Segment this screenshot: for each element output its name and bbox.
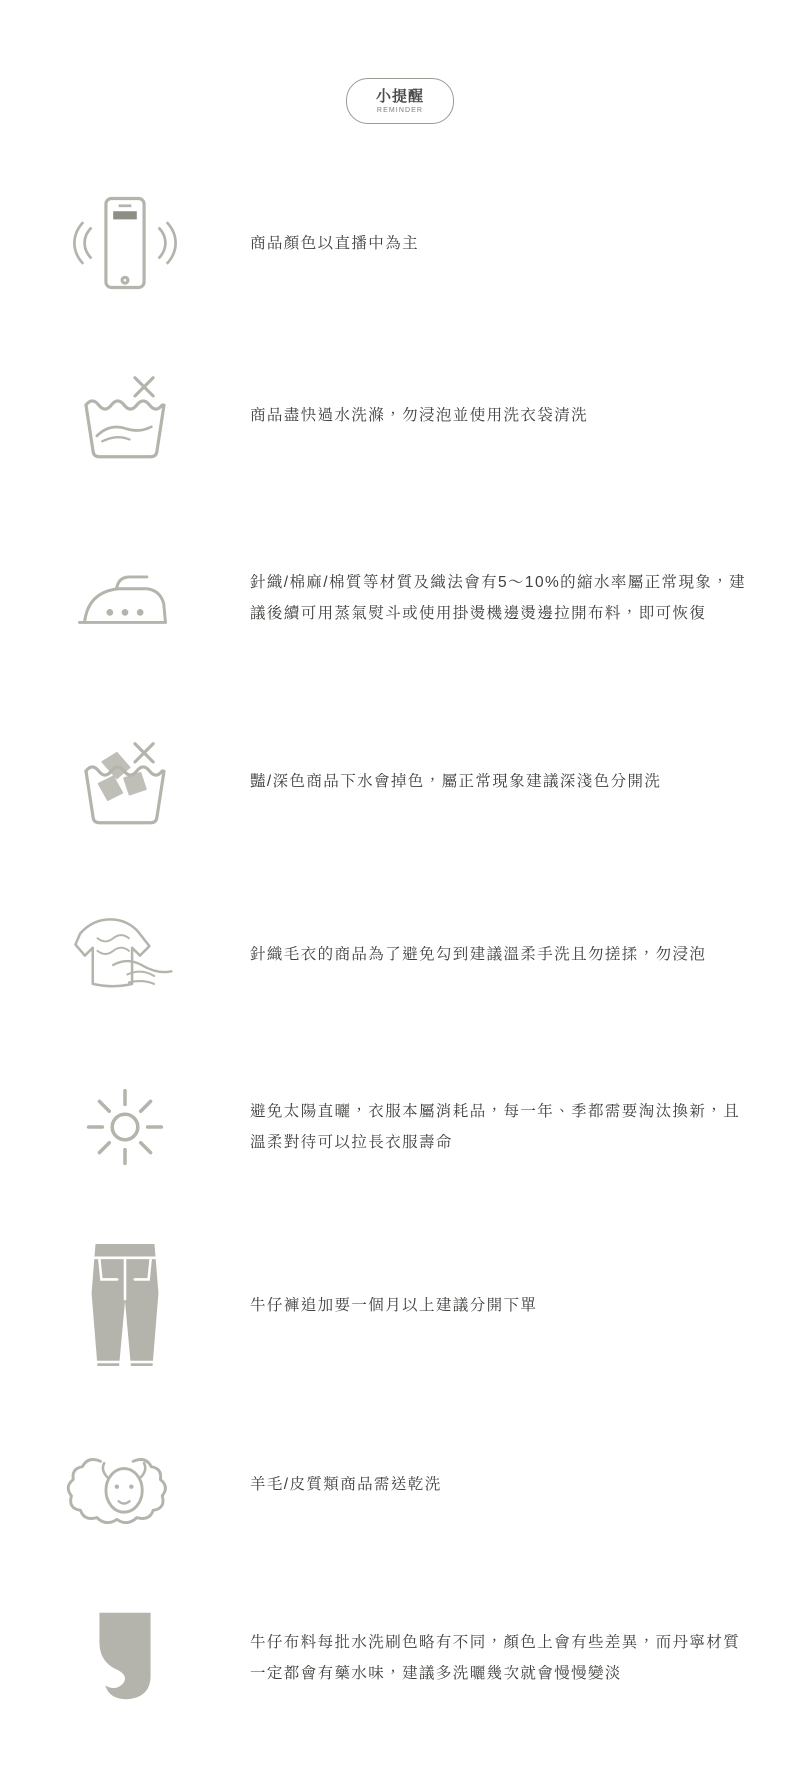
list-item: [0, 528, 800, 668]
text-cell: [250, 1627, 800, 1689]
hand-wash-sweater-icon: [66, 895, 184, 1013]
list-item: [0, 1240, 800, 1370]
icon-cell: [0, 539, 250, 657]
list-item-text: 商品盡快過水洗滌，勿浸泡並使用洗衣袋清洗: [250, 406, 589, 424]
list-item-text: 針織毛衣的商品為了避免勾到建議溫柔手洗且勿搓揉，勿浸泡: [250, 945, 707, 963]
icon-cell: [0, 1068, 250, 1186]
text-cell: [250, 400, 800, 431]
list-item: [0, 894, 800, 1014]
no-soak-wash-basin-icon: [66, 356, 184, 474]
list-item-text: 避免太陽直曬，衣服本屬消耗品，每一年、季都需要淘汰換新，且溫柔對待可以拉長衣服壽命: [250, 1103, 741, 1151]
page-title: 小提醒: [375, 87, 424, 105]
text-cell: [250, 1469, 800, 1500]
text-cell: [250, 766, 800, 797]
list-item-text: 羊毛/皮質類商品需送乾洗: [250, 1475, 442, 1493]
page-header: [0, 0, 800, 124]
list-item: [0, 722, 800, 840]
list-item-text: 商品顏色以直播中為主: [250, 234, 420, 252]
list-item-text: 牛仔褲追加要一個月以上建議分開下單: [250, 1296, 538, 1314]
icon-cell: [0, 356, 250, 474]
list-item-text: 豔/深色商品下水會掉色，屬正常現象建議深淺色分開洗: [250, 772, 662, 790]
list-item: [0, 1068, 800, 1186]
phone-live-stream-icon: [66, 184, 184, 302]
list-item: [0, 1598, 800, 1718]
list-item-text: 針織/棉麻/棉質等材質及織法會有5～10%的縮水率屬正常現象，建議後續可用蒸氣熨斗或使用掛燙機邊燙邊拉開布料，即可恢復: [250, 574, 747, 622]
text-cell: [250, 1290, 800, 1321]
page-subtitle: REMINDER: [376, 106, 424, 114]
text-cell: [250, 567, 800, 629]
list-item: [0, 1424, 800, 1544]
icon-cell: [0, 1599, 250, 1717]
list-item-text: 牛仔布料每批水洗刷色略有不同，顏色上會有些差異，而丹寧材質一定都會有藥水味，建議多洗曬幾次就會慢慢變淡: [250, 1634, 741, 1682]
icon-cell: [0, 895, 250, 1013]
icon-cell: [0, 722, 250, 840]
text-cell: [250, 939, 800, 970]
list-item: [0, 356, 800, 474]
list-item: [0, 184, 800, 302]
sun-no-direct-sunlight-icon: [66, 1068, 184, 1186]
text-cell: [250, 228, 800, 259]
reminder-list: [0, 184, 800, 1718]
denim-fabric-swatch-icon: [66, 1599, 184, 1717]
icon-cell: [0, 1425, 250, 1543]
no-bleach-color-run-icon: [66, 722, 184, 840]
jeans-icon: [66, 1246, 184, 1364]
reminder-title-pill: [346, 78, 454, 124]
steam-iron-icon: [66, 539, 184, 657]
text-cell: [250, 1096, 800, 1158]
icon-cell: [0, 184, 250, 302]
sheep-wool-icon: [66, 1425, 184, 1543]
icon-cell: [0, 1246, 250, 1364]
